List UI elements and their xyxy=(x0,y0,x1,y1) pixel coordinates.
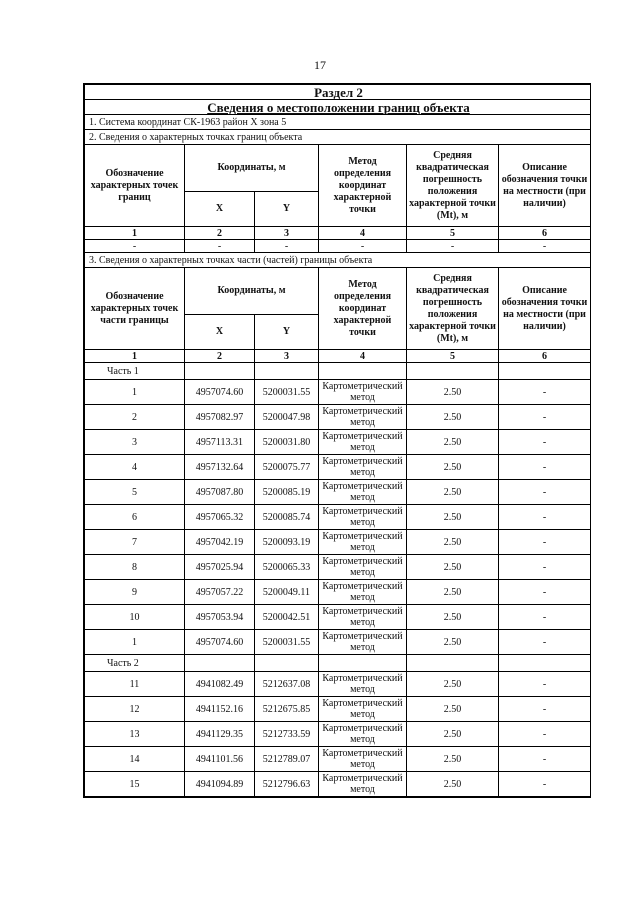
method-cell: Картометрический метод xyxy=(319,722,407,747)
x-cell: 4957057.22 xyxy=(185,580,255,605)
y-cell: 5200047.98 xyxy=(255,405,319,430)
method-cell: Картометрический метод xyxy=(319,380,407,405)
y-cell: 5200031.55 xyxy=(255,380,319,405)
section-title: Раздел 2 xyxy=(85,85,591,100)
y-cell: 5200065.33 xyxy=(255,555,319,580)
error-cell: 2.50 xyxy=(407,380,499,405)
desc-cell: - xyxy=(499,555,591,580)
desc-cell: - xyxy=(499,505,591,530)
point-cell: 6 xyxy=(85,505,185,530)
table-row xyxy=(85,455,591,480)
error-cell: 2.50 xyxy=(407,747,499,772)
table-row xyxy=(85,772,591,797)
table2-header-point: Обозначение характерных точек части границы xyxy=(85,268,185,350)
y-cell: 5212637.08 xyxy=(255,672,319,697)
table1-caption: 2. Сведения о характерных точках границ объекта xyxy=(85,130,591,145)
method-cell: Картометрический метод xyxy=(319,505,407,530)
empty-cell xyxy=(499,655,591,672)
error-cell: 2.50 xyxy=(407,480,499,505)
desc-cell: - xyxy=(499,480,591,505)
method-cell: Картометрический метод xyxy=(319,530,407,555)
desc-cell: - xyxy=(499,722,591,747)
table2-header-desc: Описание обозначения точки на местности (при наличии) xyxy=(499,268,591,350)
table1-header-error: Средняя квадратическая погрешность положения характерной точки (Мt), м xyxy=(407,145,499,227)
error-cell: 2.50 xyxy=(407,505,499,530)
section-subtitle: Сведения о местоположении границ объекта xyxy=(85,100,591,115)
x-cell: 4941101.56 xyxy=(185,747,255,772)
table-row xyxy=(85,605,591,630)
error-cell: 2.50 xyxy=(407,697,499,722)
x-cell: 4957074.60 xyxy=(185,630,255,655)
y-cell: 5200049.11 xyxy=(255,580,319,605)
empty-cell xyxy=(499,363,591,380)
index-cell: 3 xyxy=(255,227,319,240)
index-cell: 1 xyxy=(85,350,185,363)
point-cell: 11 xyxy=(85,672,185,697)
table1-dash-row xyxy=(85,240,591,253)
dash-cell: - xyxy=(85,240,185,253)
table-row xyxy=(85,430,591,455)
table2-header-method: Метод определения координат характерной точки xyxy=(319,268,407,350)
desc-cell: - xyxy=(499,380,591,405)
error-cell: 2.50 xyxy=(407,772,499,797)
table1-header-desc: Описание обозначения точки на местности (при наличии) xyxy=(499,145,591,227)
index-cell: 3 xyxy=(255,350,319,363)
error-cell: 2.50 xyxy=(407,405,499,430)
method-cell: Картометрический метод xyxy=(319,772,407,797)
y-cell: 5212675.85 xyxy=(255,697,319,722)
error-cell: 2.50 xyxy=(407,580,499,605)
index-cell: 4 xyxy=(319,227,407,240)
point-cell: 1 xyxy=(85,380,185,405)
x-cell: 4941129.35 xyxy=(185,722,255,747)
x-cell: 4941094.89 xyxy=(185,772,255,797)
point-cell: 3 xyxy=(85,430,185,455)
table-row xyxy=(85,580,591,605)
desc-cell: - xyxy=(499,580,591,605)
index-cell: 2 xyxy=(185,350,255,363)
index-cell: 1 xyxy=(85,227,185,240)
y-cell: 5212789.07 xyxy=(255,747,319,772)
empty-cell xyxy=(319,655,407,672)
point-cell: 2 xyxy=(85,405,185,430)
point-cell: 12 xyxy=(85,697,185,722)
table2-header-coords: Координаты, м xyxy=(185,268,319,315)
y-cell: 5200042.51 xyxy=(255,605,319,630)
x-cell: 4957132.64 xyxy=(185,455,255,480)
y-cell: 5200085.74 xyxy=(255,505,319,530)
table2-index-row xyxy=(85,350,591,363)
table-row xyxy=(85,697,591,722)
dash-cell: - xyxy=(499,240,591,253)
y-cell: 5212733.59 xyxy=(255,722,319,747)
table-row xyxy=(85,405,591,430)
part-label-row xyxy=(85,363,591,380)
method-cell: Картометрический метод xyxy=(319,630,407,655)
table-row xyxy=(85,380,591,405)
part-label: Часть 1 xyxy=(85,363,185,380)
boundary-table xyxy=(84,84,591,797)
dash-cell: - xyxy=(407,240,499,253)
point-cell: 10 xyxy=(85,605,185,630)
method-cell: Картометрический метод xyxy=(319,555,407,580)
point-cell: 7 xyxy=(85,530,185,555)
x-cell: 4957113.31 xyxy=(185,430,255,455)
method-cell: Картометрический метод xyxy=(319,697,407,722)
point-cell: 4 xyxy=(85,455,185,480)
x-cell: 4957065.32 xyxy=(185,505,255,530)
dash-cell: - xyxy=(255,240,319,253)
point-cell: 13 xyxy=(85,722,185,747)
table-row xyxy=(85,530,591,555)
method-cell: Картометрический метод xyxy=(319,672,407,697)
error-cell: 2.50 xyxy=(407,672,499,697)
table-row xyxy=(85,630,591,655)
desc-cell: - xyxy=(499,605,591,630)
point-cell: 14 xyxy=(85,747,185,772)
table-row xyxy=(85,722,591,747)
empty-cell xyxy=(407,363,499,380)
x-cell: 4957082.97 xyxy=(185,405,255,430)
y-cell: 5200031.55 xyxy=(255,630,319,655)
table2-header-error: Средняя квадратическая погрешность положения характерной точки (Мt), м xyxy=(407,268,499,350)
desc-cell: - xyxy=(499,747,591,772)
error-cell: 2.50 xyxy=(407,605,499,630)
index-cell: 2 xyxy=(185,227,255,240)
empty-cell xyxy=(319,363,407,380)
y-cell: 5212796.63 xyxy=(255,772,319,797)
desc-cell: - xyxy=(499,405,591,430)
error-cell: 2.50 xyxy=(407,530,499,555)
x-cell: 4941082.49 xyxy=(185,672,255,697)
table1-header-point: Обозначение характерных точек границ xyxy=(85,145,185,227)
error-cell: 2.50 xyxy=(407,455,499,480)
part-label-row xyxy=(85,655,591,672)
method-cell: Картометрический метод xyxy=(319,480,407,505)
part-label: Часть 2 xyxy=(85,655,185,672)
table-row xyxy=(85,672,591,697)
table2-header-x: X xyxy=(185,315,255,350)
y-cell: 5200075.77 xyxy=(255,455,319,480)
point-cell: 15 xyxy=(85,772,185,797)
x-cell: 4941152.16 xyxy=(185,697,255,722)
empty-cell xyxy=(185,655,255,672)
x-cell: 4957074.60 xyxy=(185,380,255,405)
empty-cell xyxy=(407,655,499,672)
desc-cell: - xyxy=(499,772,591,797)
index-cell: 4 xyxy=(319,350,407,363)
dash-cell: - xyxy=(185,240,255,253)
table2-header-y: Y xyxy=(255,315,319,350)
point-cell: 9 xyxy=(85,580,185,605)
method-cell: Картометрический метод xyxy=(319,405,407,430)
error-cell: 2.50 xyxy=(407,430,499,455)
method-cell: Картометрический метод xyxy=(319,605,407,630)
error-cell: 2.50 xyxy=(407,555,499,580)
desc-cell: - xyxy=(499,455,591,480)
table-row xyxy=(85,555,591,580)
desc-cell: - xyxy=(499,672,591,697)
dash-cell: - xyxy=(319,240,407,253)
x-cell: 4957087.80 xyxy=(185,480,255,505)
index-cell: 6 xyxy=(499,227,591,240)
index-cell: 6 xyxy=(499,350,591,363)
table1-index-row xyxy=(85,227,591,240)
y-cell: 5200085.19 xyxy=(255,480,319,505)
method-cell: Картометрический метод xyxy=(319,455,407,480)
x-cell: 4957053.94 xyxy=(185,605,255,630)
error-cell: 2.50 xyxy=(407,722,499,747)
method-cell: Картометрический метод xyxy=(319,430,407,455)
point-cell: 8 xyxy=(85,555,185,580)
x-cell: 4957042.19 xyxy=(185,530,255,555)
desc-cell: - xyxy=(499,430,591,455)
empty-cell xyxy=(255,655,319,672)
empty-cell xyxy=(255,363,319,380)
error-cell: 2.50 xyxy=(407,630,499,655)
table2-caption: 3. Сведения о характерных точках части (частей) границы объекта xyxy=(85,253,591,268)
x-cell: 4957025.94 xyxy=(185,555,255,580)
page-number: 17 xyxy=(314,58,326,72)
table1-header-x: X xyxy=(185,192,255,227)
index-cell: 5 xyxy=(407,350,499,363)
method-cell: Картометрический метод xyxy=(319,580,407,605)
index-cell: 5 xyxy=(407,227,499,240)
point-cell: 1 xyxy=(85,630,185,655)
table1-header-method: Метод определения координат характерной точки xyxy=(319,145,407,227)
table1-header-y: Y xyxy=(255,192,319,227)
point-cell: 5 xyxy=(85,480,185,505)
method-cell: Картометрический метод xyxy=(319,747,407,772)
desc-cell: - xyxy=(499,697,591,722)
coord-system: 1. Система координат СК-1963 район X зона 5 xyxy=(85,115,591,130)
empty-cell xyxy=(185,363,255,380)
document-frame xyxy=(83,83,591,798)
table-row xyxy=(85,747,591,772)
table1-header-coords: Координаты, м xyxy=(185,145,319,192)
desc-cell: - xyxy=(499,530,591,555)
desc-cell: - xyxy=(499,630,591,655)
y-cell: 5200031.80 xyxy=(255,430,319,455)
y-cell: 5200093.19 xyxy=(255,530,319,555)
table-row xyxy=(85,480,591,505)
table-row xyxy=(85,505,591,530)
